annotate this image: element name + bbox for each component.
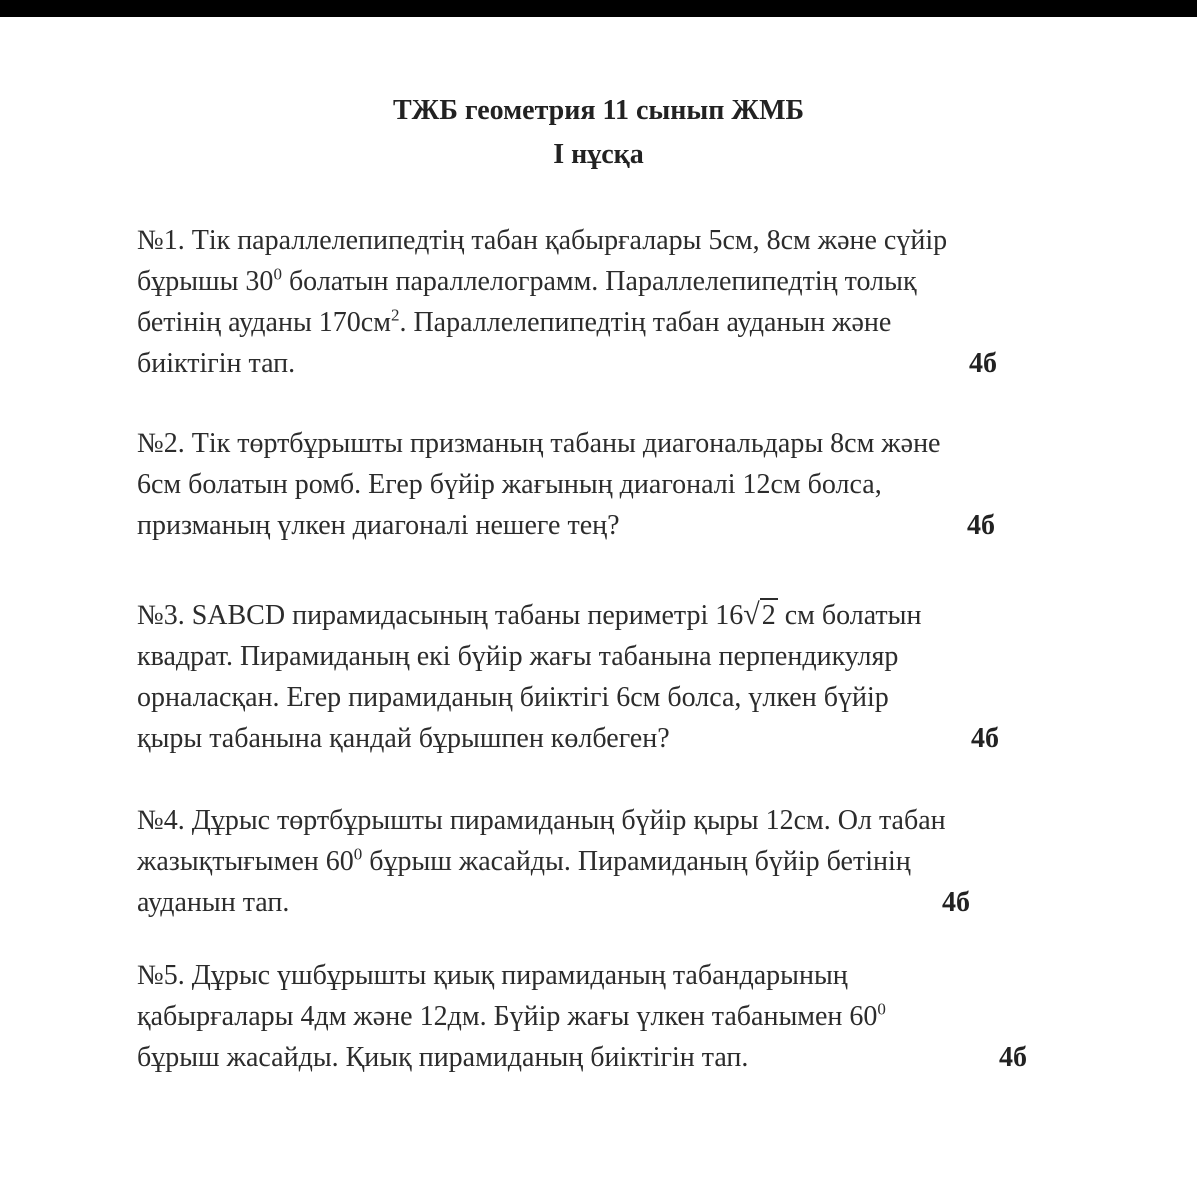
- variant-label: I нұсқа: [553, 139, 644, 170]
- problem-5-line-2: қабырғалары 4дм және 12дм. Бүйір жағы үлкен табанымен $60^0$: [137, 999, 886, 1032]
- problem-1-line-4: биіктігін тап. 4б: [137, 343, 1117, 384]
- problem-3-line-3: орналасқан. Егер пирамиданың биіктігі 6см болса, үлкен бүйір: [137, 682, 889, 713]
- problem-5: [137, 955, 1117, 1078]
- problem-1-line-2: бұрышы $30^0$ болатын параллелограмм. Параллелепипедтің толық: [137, 264, 917, 297]
- problem-2: [137, 423, 1117, 546]
- problem-1-line-3: бетінің ауданы $170см^2$. Параллелепипедтің табан ауданын және: [137, 305, 892, 338]
- document-title: ТЖБ геометрия 11 сынып ЖМБ: [392, 95, 805, 126]
- sqrt-expression: √2: [743, 598, 776, 631]
- problem-4-line-3: ауданын тап. 4б: [137, 882, 1117, 923]
- sqrt-sign: √: [743, 598, 760, 631]
- problem-4: [137, 800, 1117, 923]
- degree-superscript: 0: [273, 264, 282, 284]
- square-superscript: 2: [390, 305, 400, 325]
- problem-2-score: 4б: [967, 510, 995, 541]
- problem-4-line-1: №4. Дұрыс төртбұрышты пирамиданың бүйір қыры 12см. Ол табан: [137, 805, 946, 836]
- problem-3-line-4: қыры табанына қандай бұрышпен көлбеген? 4б: [137, 718, 1117, 759]
- degree-superscript: 0: [353, 844, 363, 864]
- problem-4-line-2: жазықтығымен $60^0$ бұрыш жасайды. Пирамиданың бүйір бетінің: [137, 844, 911, 877]
- problem-3-line-2: квадрат. Пирамиданың екі бүйір жағы табанына перпендикуляр: [137, 641, 899, 672]
- problem-2-line-3: призманың үлкен диагоналі нешеге тең? 4б: [137, 505, 1117, 546]
- problem-2-line-2: 6см болатын ромб. Егер бүйір жағының диагоналі 12см болса,: [137, 469, 882, 500]
- problem-3: [137, 594, 1117, 759]
- problem-2-line-1: №2. Тік төртбұрышты призманың табаны диагональдары 8см және: [137, 428, 941, 459]
- problem-1-score: 4б: [969, 348, 997, 379]
- problem-4-score: 4б: [942, 887, 970, 918]
- problem-1: [137, 220, 1117, 384]
- problem-5-line-3: бұрыш жасайды. Қиық пирамиданың биіктігін тап. 4б: [137, 1037, 1117, 1078]
- problem-5-score: 4б: [999, 1042, 1027, 1073]
- problem-3-score: 4б: [971, 723, 999, 754]
- problem-5-line-1: №5. Дұрыс үшбұрышты қиық пирамиданың табандарының: [137, 960, 848, 991]
- problem-3-line-1: №3. SABCD пирамидасының табаны периметрі 16√2 см болатын: [137, 594, 1117, 636]
- degree-superscript: 0: [877, 999, 886, 1019]
- problem-1-line-1: №1. Тік параллелепипедтің табан қабырғалары 5см, 8см және сүйір: [137, 225, 948, 256]
